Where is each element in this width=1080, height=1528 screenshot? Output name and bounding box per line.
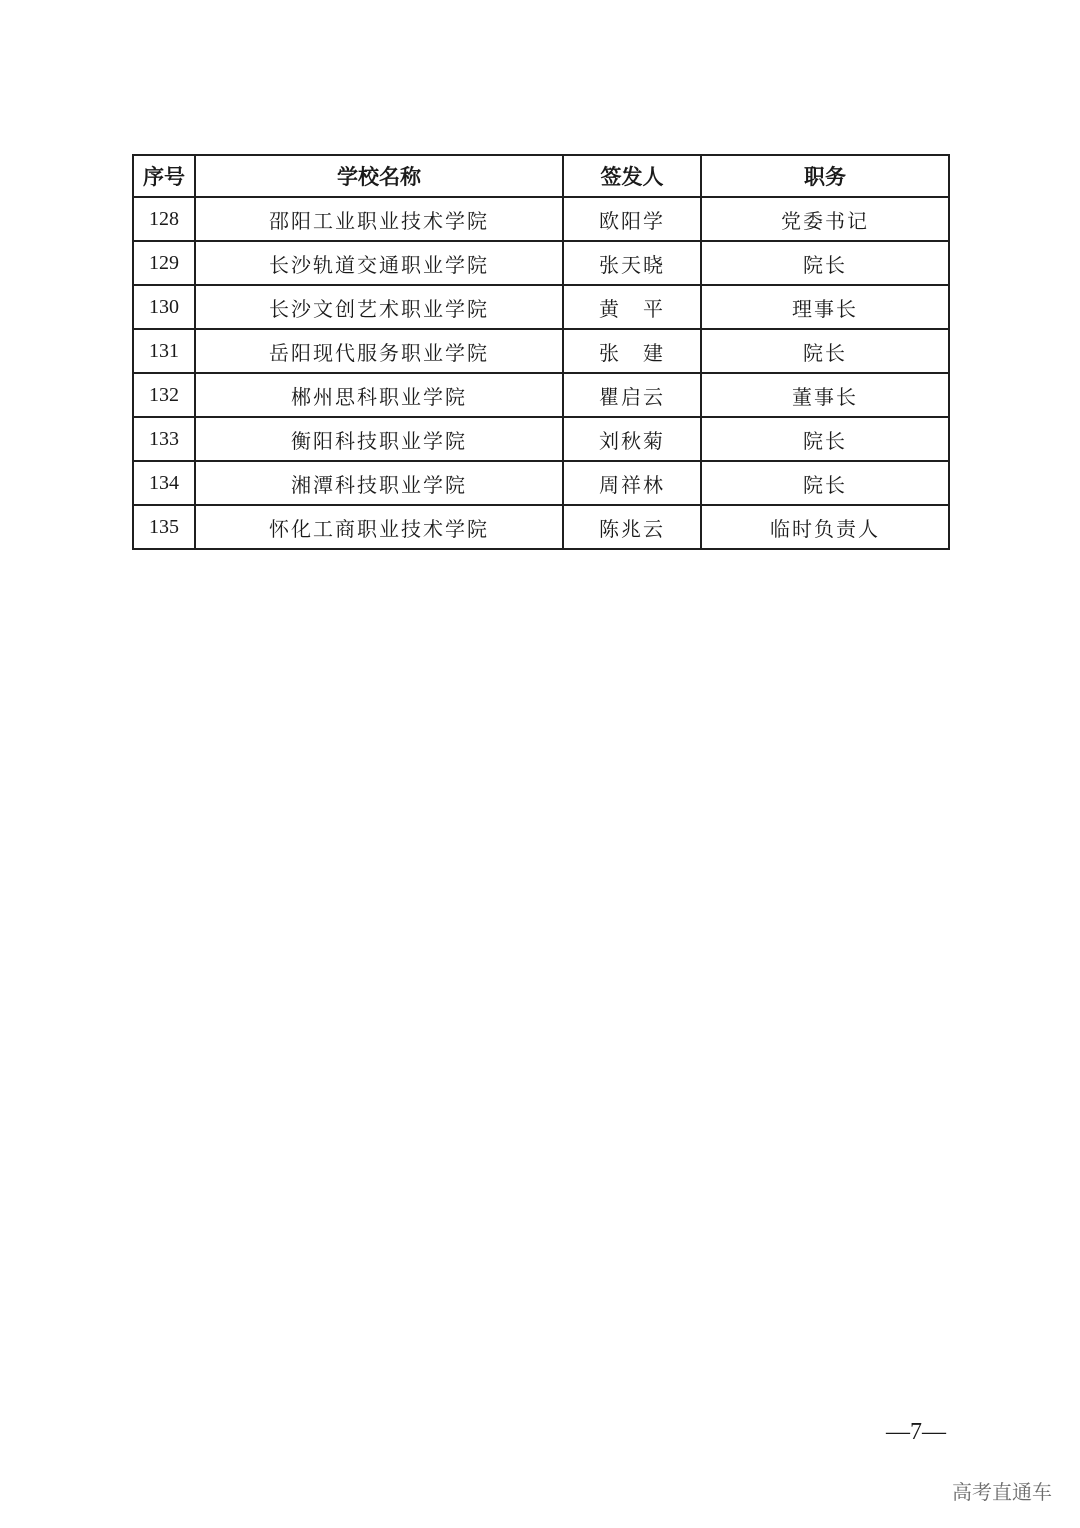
signer-cell: 刘秋菊 xyxy=(563,417,701,461)
school-name-cell: 长沙文创艺术职业学院 xyxy=(195,285,563,329)
position-cell: 院长 xyxy=(701,417,949,461)
school-name-cell: 郴州思科职业学院 xyxy=(195,373,563,417)
school-name-cell: 衡阳科技职业学院 xyxy=(195,417,563,461)
table-row xyxy=(133,329,949,373)
serial-number-cell: 133 xyxy=(133,417,195,461)
table-header-row xyxy=(133,155,949,197)
school-name-cell: 岳阳现代服务职业学院 xyxy=(195,329,563,373)
position-cell: 董事长 xyxy=(701,373,949,417)
header-serial-number: 序号 xyxy=(133,155,195,197)
position-cell: 临时负责人 xyxy=(701,505,949,549)
watermark-text: 高考直通车 xyxy=(952,1480,1052,1504)
signer-table xyxy=(132,154,950,550)
signer-cell: 周祥林 xyxy=(563,461,701,505)
serial-number-cell: 131 xyxy=(133,329,195,373)
signer-cell: 张天晓 xyxy=(563,241,701,285)
table-row xyxy=(133,417,949,461)
serial-number-cell: 129 xyxy=(133,241,195,285)
school-name-cell: 湘潭科技职业学院 xyxy=(195,461,563,505)
table-row xyxy=(133,285,949,329)
header-school-name: 学校名称 xyxy=(195,155,563,197)
serial-number-cell: 132 xyxy=(133,373,195,417)
table-row xyxy=(133,241,949,285)
table-row xyxy=(133,461,949,505)
school-name-cell: 怀化工商职业技术学院 xyxy=(195,505,563,549)
table-row xyxy=(133,505,949,549)
serial-number-cell: 130 xyxy=(133,285,195,329)
school-name-cell: 邵阳工业职业技术学院 xyxy=(195,197,563,241)
signer-cell: 欧阳学 xyxy=(563,197,701,241)
signer-cell: 张 建 xyxy=(563,329,701,373)
serial-number-cell: 135 xyxy=(133,505,195,549)
header-position: 职务 xyxy=(701,155,949,197)
signer-cell: 陈兆云 xyxy=(563,505,701,549)
serial-number-cell: 134 xyxy=(133,461,195,505)
table-row xyxy=(133,197,949,241)
position-cell: 院长 xyxy=(701,329,949,373)
serial-number-cell: 128 xyxy=(133,197,195,241)
position-cell: 理事长 xyxy=(701,285,949,329)
position-cell: 党委书记 xyxy=(701,197,949,241)
header-signer: 签发人 xyxy=(563,155,701,197)
page-number: —7— xyxy=(886,1419,946,1445)
school-name-cell: 长沙轨道交通职业学院 xyxy=(195,241,563,285)
table-row xyxy=(133,373,949,417)
signer-cell: 黄 平 xyxy=(563,285,701,329)
position-cell: 院长 xyxy=(701,461,949,505)
position-cell: 院长 xyxy=(701,241,949,285)
signer-cell: 瞿启云 xyxy=(563,373,701,417)
